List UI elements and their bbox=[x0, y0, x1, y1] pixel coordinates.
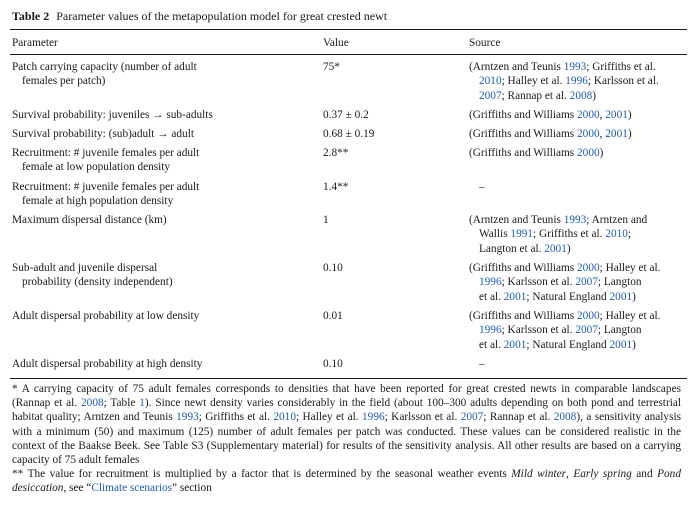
parameter-line: Recruitment: # juvenile females per adult bbox=[12, 147, 200, 159]
text-run: Wallis bbox=[479, 228, 511, 241]
citation-link[interactable]: 2008 bbox=[81, 397, 104, 410]
text-run: ), a sensitivity analysis with a minimum (50) and maximum (125) number of adult females per patch was conducted. These values can be considered realistic in the context of the Baakse Beek. See Table S3 (Supplementary material) for results of the sensitivity analysis. All other results are based on a carrying capacity of 75 adult females bbox=[12, 411, 682, 467]
citation-link[interactable]: 2008 bbox=[569, 89, 593, 102]
emphasis-text: Mild winter bbox=[511, 468, 566, 481]
text-run: ). Since newt density varies considerably in the field (about 100–300 adults depending on both pond and terrestrial habitat quality; Arntzen and Teunis bbox=[12, 397, 682, 424]
text-run: ; Langton bbox=[597, 324, 642, 337]
text-run: ; Arntzen and bbox=[586, 214, 648, 226]
parameter-cell bbox=[12, 213, 312, 227]
source-cell bbox=[469, 261, 684, 304]
text-run: (Griffiths and Williams bbox=[469, 310, 578, 322]
parameter-line: Recruitment: # juvenile females per adult bbox=[12, 181, 200, 193]
citation-link[interactable]: Climate scenarios bbox=[91, 482, 172, 495]
parameter-cell bbox=[12, 60, 312, 89]
text-run: ) bbox=[627, 128, 632, 140]
text-run: ; Griffiths et al. bbox=[586, 61, 656, 73]
text-run: ; Natural England bbox=[526, 338, 610, 351]
citation-link[interactable]: 1 bbox=[139, 397, 145, 410]
table-footnotes bbox=[12, 382, 681, 496]
value-cell: 0.10 bbox=[323, 358, 343, 370]
text-run: ) bbox=[566, 242, 571, 255]
parameter-line: Adult dispersal probability at high density bbox=[12, 358, 203, 370]
citation-link[interactable]: 1993 bbox=[563, 61, 587, 73]
source-line bbox=[469, 60, 684, 74]
citation-link[interactable]: 2001 bbox=[503, 290, 527, 303]
table-title: Parameter values of the metapopulation model for great crested newt bbox=[56, 9, 388, 23]
footnote bbox=[12, 382, 681, 467]
parameter-line: female at high population density bbox=[22, 195, 174, 208]
header-source: Source bbox=[469, 37, 501, 49]
source-cell bbox=[469, 309, 684, 352]
parameter-cell bbox=[12, 357, 312, 371]
parameter-cell bbox=[12, 180, 312, 209]
citation-link[interactable]: 2007 bbox=[460, 411, 484, 424]
text-run: , bbox=[565, 468, 574, 481]
text-run: ; Karlsson et al. bbox=[384, 411, 461, 424]
source-line bbox=[469, 275, 684, 289]
citation-link[interactable]: 2010 bbox=[479, 75, 502, 88]
citation-link[interactable]: 2001 bbox=[609, 338, 633, 351]
source-line bbox=[469, 213, 684, 227]
text-run: (Griffiths and Williams bbox=[469, 147, 578, 159]
citation-link[interactable]: 2000 bbox=[577, 310, 600, 322]
citation-link[interactable]: 2000 bbox=[577, 128, 600, 140]
text-run: , bbox=[599, 128, 606, 140]
citation-link[interactable]: 1996 bbox=[362, 411, 385, 424]
header-value: Value bbox=[323, 37, 349, 49]
top-rule bbox=[10, 29, 687, 30]
source-line bbox=[469, 338, 684, 352]
text-run: ; Rannap et al. bbox=[483, 411, 554, 424]
text-run: ; Halley et al. bbox=[599, 310, 661, 322]
source-cell bbox=[469, 108, 684, 122]
citation-link[interactable]: 2007 bbox=[575, 324, 598, 337]
source-line bbox=[469, 127, 684, 141]
value-cell: 0.01 bbox=[323, 310, 343, 322]
source-line bbox=[469, 74, 684, 88]
value-cell: 1 bbox=[323, 214, 329, 226]
text-run: ” section bbox=[172, 482, 212, 495]
source-cell bbox=[469, 357, 684, 371]
parameter-line: probability (density independent) bbox=[22, 276, 173, 289]
citation-link[interactable]: 1993 bbox=[563, 214, 587, 226]
parameter-cell bbox=[12, 108, 312, 122]
parameter-line: Maximum dispersal distance (km) bbox=[12, 214, 167, 226]
citation-link[interactable]: 2000 bbox=[577, 147, 600, 159]
text-run: ; Halley et al. bbox=[501, 75, 566, 88]
header-parameter: Parameter bbox=[12, 37, 58, 49]
text-run: ; Karlsson et al. bbox=[501, 324, 576, 337]
text-run: et al. bbox=[479, 338, 504, 351]
text-run: (Arntzen and Teunis bbox=[469, 214, 564, 226]
text-run: ; Table bbox=[103, 397, 140, 410]
parameter-line: Adult dispersal probability at low density bbox=[12, 310, 200, 322]
parameter-line: Survival probability: (sub)adult → adult bbox=[12, 128, 194, 140]
parameter-line: Sub-adult and juvenile dispersal bbox=[12, 262, 158, 274]
text-run: ; Langton bbox=[597, 276, 642, 289]
citation-link[interactable]: 2007 bbox=[479, 89, 502, 102]
source-line bbox=[469, 357, 684, 371]
citation-link[interactable]: 2001 bbox=[503, 338, 527, 351]
text-run: , see “ bbox=[63, 482, 92, 495]
parameter-line: Survival probability: juveniles → sub-adults bbox=[12, 109, 213, 121]
source-cell bbox=[469, 127, 684, 141]
parameter-cell bbox=[12, 261, 312, 290]
text-run: , bbox=[599, 109, 606, 121]
citation-link[interactable]: 2000 bbox=[577, 109, 600, 121]
text-run: – bbox=[479, 181, 485, 193]
citation-link[interactable]: 2001 bbox=[605, 128, 628, 140]
source-line bbox=[469, 309, 684, 323]
citation-link[interactable]: 2010 bbox=[273, 411, 296, 424]
parameter-line: Patch carrying capacity (number of adult bbox=[12, 61, 197, 73]
source-cell bbox=[469, 60, 684, 103]
text-run: ; Natural England bbox=[526, 290, 610, 303]
table-label: Table 2 bbox=[12, 9, 50, 23]
header-rule bbox=[10, 54, 687, 55]
text-run: ; Griffiths et al. bbox=[198, 411, 274, 424]
value-cell: 0.68 ± 0.19 bbox=[323, 128, 375, 140]
text-run: ; Halley et al. bbox=[599, 262, 661, 274]
citation-link[interactable]: 1991 bbox=[510, 228, 534, 241]
value-cell: 0.10 bbox=[323, 262, 343, 274]
value-cell: 1.4** bbox=[323, 181, 349, 193]
text-run: ) bbox=[592, 89, 597, 102]
citation-link[interactable]: 2010 bbox=[605, 228, 628, 241]
citation-link[interactable]: 2001 bbox=[609, 290, 633, 303]
bottom-rule bbox=[10, 378, 687, 379]
text-run: ) bbox=[627, 109, 632, 121]
source-cell bbox=[469, 180, 684, 194]
source-line bbox=[469, 108, 684, 122]
value-cell: 2.8** bbox=[323, 147, 349, 159]
text-run: – bbox=[479, 358, 485, 370]
text-run: ) bbox=[599, 147, 604, 159]
value-cell: 75* bbox=[323, 61, 340, 73]
source-line bbox=[469, 146, 684, 160]
citation-link[interactable]: 1996 bbox=[479, 276, 502, 289]
parameter-cell bbox=[12, 146, 312, 175]
text-run: ; Karlsson et al. bbox=[587, 75, 659, 88]
table-caption bbox=[12, 9, 387, 23]
text-run: ; Griffiths et al. bbox=[533, 228, 606, 241]
text-run: and bbox=[631, 468, 658, 481]
text-run: ) bbox=[632, 338, 636, 351]
source-line bbox=[469, 261, 684, 275]
text-run: (Arntzen and Teunis bbox=[469, 61, 564, 73]
text-run: (Griffiths and Williams bbox=[469, 262, 578, 274]
citation-link[interactable]: 1996 bbox=[565, 75, 588, 88]
parameter-line: female at low population density bbox=[22, 161, 171, 174]
source-line bbox=[469, 242, 684, 256]
footnote bbox=[12, 467, 681, 495]
text-run: ) bbox=[632, 290, 636, 303]
emphasis-text: Pond desiccation bbox=[12, 468, 681, 495]
source-line bbox=[469, 89, 684, 103]
citation-link[interactable]: 2007 bbox=[575, 276, 598, 289]
source-cell bbox=[469, 213, 684, 256]
citation-link[interactable]: 1993 bbox=[176, 411, 199, 424]
source-line bbox=[469, 227, 684, 241]
text-run: * A carrying capacity of 75 adult females corresponds to densities that have been reported for great crested newts in comparable landscapes (Rannap et al. bbox=[12, 383, 681, 410]
parameter-cell bbox=[12, 127, 312, 141]
citation-link[interactable]: 2000 bbox=[577, 262, 600, 274]
text-run: ; bbox=[627, 228, 632, 241]
text-run: ; Rannap et al. bbox=[501, 89, 570, 102]
citation-link[interactable]: 2001 bbox=[605, 109, 628, 121]
text-run: (Griffiths and Williams bbox=[469, 109, 578, 121]
text-run: et al. bbox=[479, 290, 504, 303]
parameter-cell bbox=[12, 309, 312, 323]
source-line bbox=[469, 323, 684, 337]
text-run: ** The value for recruitment is multiplied by a factor that is determined by the seasonal weather events bbox=[12, 468, 512, 481]
citation-link[interactable]: 2008 bbox=[553, 411, 577, 424]
source-line bbox=[469, 290, 684, 304]
citation-link[interactable]: 1996 bbox=[479, 324, 502, 337]
text-run: (Griffiths and Williams bbox=[469, 128, 578, 140]
parameter-line: females per patch) bbox=[22, 75, 106, 88]
source-cell bbox=[469, 146, 684, 160]
emphasis-text: Early spring bbox=[573, 468, 632, 481]
text-run: ; Karlsson et al. bbox=[501, 276, 576, 289]
text-run: ; Halley et al. bbox=[295, 411, 363, 424]
citation-link[interactable]: 2001 bbox=[544, 242, 567, 255]
text-run: Langton et al. bbox=[479, 242, 545, 255]
source-line bbox=[469, 180, 684, 194]
value-cell: 0.37 ± 0.2 bbox=[323, 109, 369, 121]
